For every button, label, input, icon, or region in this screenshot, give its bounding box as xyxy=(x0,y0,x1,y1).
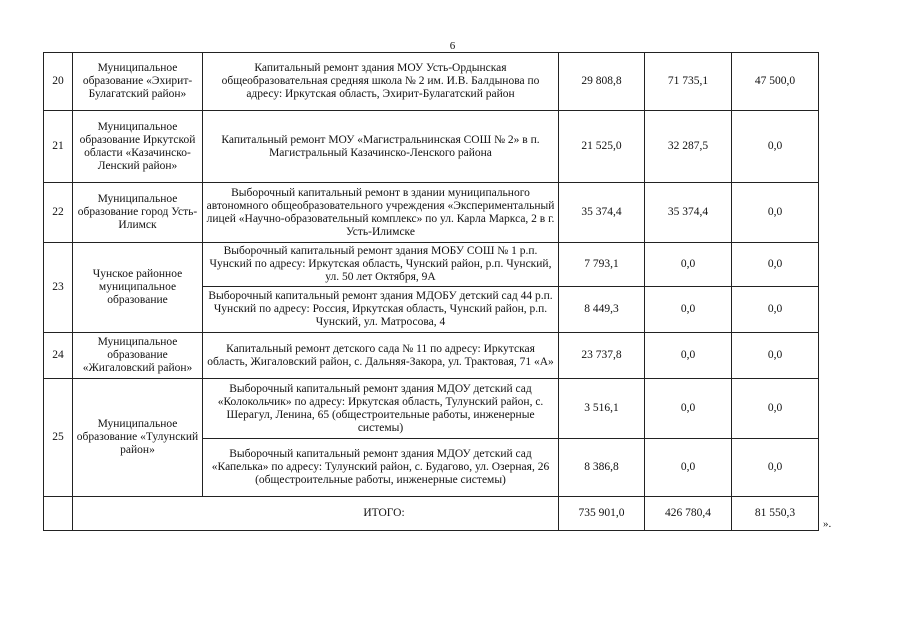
value-cell-3: 0,0 xyxy=(732,111,819,183)
value-cell-1: 8 386,8 xyxy=(559,439,645,497)
municipality-cell: Муниципальное образование город Усть-Илимск xyxy=(73,183,203,243)
value-cell-3: 0,0 xyxy=(732,333,819,379)
description-cell: Выборочный капитальный ремонт здания МДОБУ детский сад 44 р.п. Чунский по адресу: Россия, Иркутская область, Чунский район, р.п. Чунский, ул. Матросова, 4 xyxy=(203,287,559,333)
page-number: 6 xyxy=(449,40,456,52)
value-cell-2: 71 735,1 xyxy=(645,53,732,111)
table-row xyxy=(44,183,819,243)
total-value-3: 81 550,3 xyxy=(732,497,819,531)
row-number: 21 xyxy=(44,111,73,183)
value-cell-1: 35 374,4 xyxy=(559,183,645,243)
description-cell: Капитальный ремонт детского сада № 11 по адресу: Иркутская область, Жигаловский район, с. Дальняя-Закора, ул. Трактовая, 71 «А» xyxy=(203,333,559,379)
value-cell-3: 0,0 xyxy=(732,287,819,333)
value-cell-1: 23 737,8 xyxy=(559,333,645,379)
value-cell-3: 47 500,0 xyxy=(732,53,819,111)
value-cell-1: 7 793,1 xyxy=(559,243,645,287)
municipality-cell: Чунское районное муниципальное образование xyxy=(73,243,203,333)
value-cell-2: 0,0 xyxy=(645,379,732,439)
description-cell: Выборочный капитальный ремонт в здании муниципального автономного общеобразовательного учреждения «Экспериментальный лицей «Научно-образовательный комплекс» по ул. Карла Маркса, 2 в г. Усть-Илимске xyxy=(203,183,559,243)
total-value-2: 426 780,4 xyxy=(645,497,732,531)
value-cell-2: 0,0 xyxy=(645,439,732,497)
row-number: 23 xyxy=(44,243,73,333)
budget-table xyxy=(43,52,819,531)
row-number: 22 xyxy=(44,183,73,243)
description-cell: Выборочный капитальный ремонт здания МДОУ детский сад «Колокольчик» по адресу: Иркутская область, Тулунский район, с. Шерагул, Ленина, 65 (общестроительные работы, инженерные системы) xyxy=(203,379,559,439)
row-number: 20 xyxy=(44,53,73,111)
value-cell-1: 29 808,8 xyxy=(559,53,645,111)
value-cell-2: 0,0 xyxy=(645,333,732,379)
total-empty-cell xyxy=(44,497,73,531)
municipality-cell: Муниципальное образование «Эхирит-Булагатский район» xyxy=(73,53,203,111)
value-cell-2: 0,0 xyxy=(645,287,732,333)
table-row xyxy=(44,53,819,111)
value-cell-1: 21 525,0 xyxy=(559,111,645,183)
value-cell-2: 0,0 xyxy=(645,243,732,287)
closing-quote: ». xyxy=(823,518,832,530)
table-row xyxy=(44,111,819,183)
value-cell-3: 0,0 xyxy=(732,439,819,497)
description-cell: Капитальный ремонт МОУ «Магистральнинская СОШ № 2» в п. Магистральный Казачинско-Ленского района xyxy=(203,111,559,183)
description-cell: Выборочный капитальный ремонт здания МДОУ детский сад «Капелька» по адресу: Тулунский район, с. Будагово, ул. Озерная, 26 (общестроительные работы, инженерные системы) xyxy=(203,439,559,497)
row-number: 25 xyxy=(44,379,73,497)
description-cell: Выборочный капитальный ремонт здания МОБУ СОШ № 1 р.п. Чунский по адресу: Иркутская область, Чунский район, р.п. Чунский, ул. 50 лет Октября, 9А xyxy=(203,243,559,287)
value-cell-2: 35 374,4 xyxy=(645,183,732,243)
municipality-cell: Муниципальное образование «Тулунский район» xyxy=(73,379,203,497)
table-row xyxy=(44,333,819,379)
value-cell-3: 0,0 xyxy=(732,183,819,243)
total-row xyxy=(44,497,819,531)
value-cell-3: 0,0 xyxy=(732,379,819,439)
municipality-cell: Муниципальное образование Иркутской области «Казачинско-Ленский район» xyxy=(73,111,203,183)
row-number: 24 xyxy=(44,333,73,379)
value-cell-1: 3 516,1 xyxy=(559,379,645,439)
total-value-1: 735 901,0 xyxy=(559,497,645,531)
description-cell: Капитальный ремонт здания МОУ Усть-Ордынская общеобразовательная средняя школа № 2 им. И.В. Балдынова по адресу: Иркутская область, Эхирит-Булагатский район xyxy=(203,53,559,111)
value-cell-3: 0,0 xyxy=(732,243,819,287)
table-row xyxy=(44,243,819,287)
value-cell-1: 8 449,3 xyxy=(559,287,645,333)
total-label: ИТОГО: xyxy=(73,497,559,531)
table-row xyxy=(44,379,819,439)
value-cell-2: 32 287,5 xyxy=(645,111,732,183)
municipality-cell: Муниципальное образование «Жигаловский район» xyxy=(73,333,203,379)
